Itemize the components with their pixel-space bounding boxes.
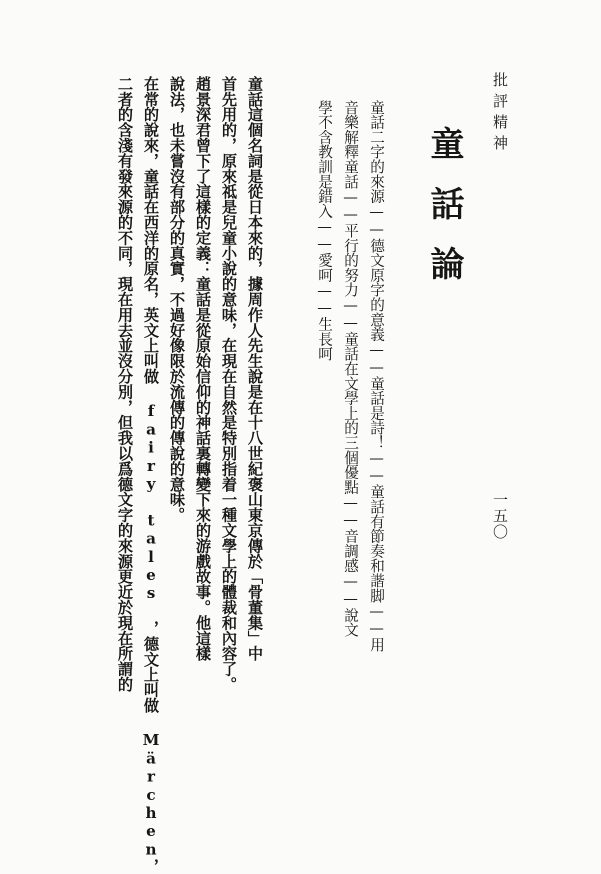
body-line-1: 童話這個名詞是從日本來的，據周作人先生說是在十八世紀褒山東京傳於「骨董集」中 [246,76,264,662]
chapter-title: 童話論 [424,126,464,306]
chapter-outline-line-3: 學不含教訓是錯入——愛呵——生長呵 [316,100,333,362]
body-line-3: 趙景深君曾下了這樣的定義：童話是從原始信仰的神話裏轉變下來的游戲故事。他這樣 [194,76,212,662]
body-line-6: 二者的含淺有發來源的不同，現在用去並沒分別，但我以爲德文字的來源更近於現在所謂的 [116,76,134,692]
chapter-outline-line-2: 音樂解釋童話——平行的努力——童話在文學上的三個優點——音調感——說文 [342,100,359,638]
chapter-outline-line-1: 童話二字的來源——德文原字的意義——童話是詩！——童話有節奏和諧脚——用 [368,100,385,652]
body-line-4: 說法，也未嘗沒有部分的真實，不過好像限於流傳的傳說的意味。 [168,76,186,523]
running-header: 批評精神 [491,72,509,156]
body-line-2: 首先用的，原來祗是兒童小說的意味，在現在自然是特別指着一種文學上的體裁和內容了。 [220,76,238,692]
page-number: 一五〇 [491,492,509,540]
body-line-5: 在常的說來，童話在西洋的原名，英文上叫做 fairy tales ，德文上叫做 Märchen， [142,76,160,874]
